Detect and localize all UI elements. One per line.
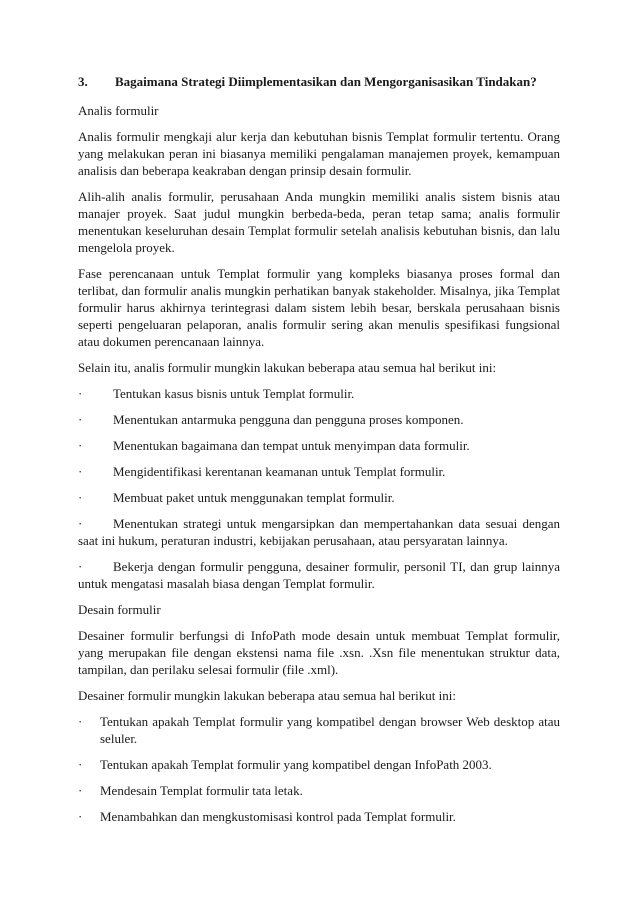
analis-paragraph-4: Selain itu, analis formulir mungkin lakukan beberapa atau semua hal berikut ini: [78,360,497,375]
list-item [78,463,560,480]
analis-heading: Analis formulir [78,103,159,118]
bullet-icon: · [78,714,83,729]
section-heading [78,73,560,90]
list-item [78,756,560,773]
list-item-text: Menentukan antarmuka pengguna dan pengguna proses komponen. [113,412,464,427]
analis-paragraph-2: Alih-alih analis formulir, perusahaan Anda mungkin memiliki analis sistem bisnis atau manajer proyek. Saat judul mungkin berbeda-beda, peran tetap sama; analis formulir menentukan keseluruhan desain Templat formulir setelah analisis kebutuhan bisnis, dan lalu mengelola proyek. [78,189,560,255]
document-page [78,73,560,834]
list-item-text: Mendesain Templat formulir tata letak. [100,783,303,798]
analis-paragraph-1: Analis formulir mengkaji alur kerja dan kebutuhan bisnis Templat formulir tertentu. Orang yang melakukan peran ini biasanya memiliki pengalaman manajemen proyek, kemampuan analisis dan beberapa keakraban dengan prinsip desain formulir. [78,129,560,178]
bullet-icon: · [78,783,83,798]
desain-heading: Desain formulir [78,602,161,617]
list-item-text: Menentukan bagaimana dan tempat untuk menyimpan data formulir. [113,438,470,453]
bullet-icon: · [78,757,83,772]
list-item [78,782,560,799]
list-item-text: Tentukan apakah Templat formulir yang kompatibel dengan browser Web desktop atau seluler. [100,714,560,746]
bullet-icon: · [78,438,83,453]
desain-paragraph-2: Desainer formulir mungkin lakukan beberapa atau semua hal berikut ini: [78,688,456,703]
bullet-icon: · [78,559,83,574]
list-item [78,411,560,428]
list-item-text: Tentukan apakah Templat formulir yang kompatibel dengan InfoPath 2003. [100,757,492,772]
desain-paragraph-1: Desainer formulir berfungsi di InfoPath mode desain untuk membuat Templat formulir, yang merupakan file dengan ekstensi nama file .xsn. .Xsn file menentukan struktur data, tampilan, dan perilaku selesai formulir (file .xml). [78,628,560,677]
bullet-icon: · [78,516,83,531]
list-item [78,713,560,747]
bullet-icon: · [78,464,83,479]
list-item [78,558,560,592]
list-item-text: Menambahkan dan mengkustomisasi kontrol pada Templat formulir. [100,809,456,824]
bullet-icon: · [78,386,83,401]
list-item-text: Membuat paket untuk menggunakan templat formulir. [113,490,395,505]
list-item-text: Bekerja dengan formulir pengguna, desainer formulir, personil TI, dan grup lainnya untuk mengatasi masalah biasa dengan Templat formulir. [78,559,560,591]
list-item [78,437,560,454]
list-item [78,489,560,506]
list-item [78,385,560,402]
list-item-text: Menentukan strategi untuk mengarsipkan dan mempertahankan data sesuai dengan saat ini hukum, peraturan industri, kebijakan perusahaan, atau persyaratan lainnya. [78,516,560,548]
bullet-icon: · [78,490,83,505]
bullet-icon: · [78,412,83,427]
section-title: Bagaimana Strategi Diimplementasikan dan Mengorganisasikan Tindakan? [115,74,537,89]
section-number: 3. [78,74,88,89]
bullet-icon: · [78,809,83,824]
list-item [78,515,560,549]
list-item [78,808,560,825]
list-item-text: Tentukan kasus bisnis untuk Templat formulir. [113,386,355,401]
analis-paragraph-3: Fase perencanaan untuk Templat formulir yang kompleks biasanya proses formal dan terlibat, dan formulir analis mungkin perhatikan banyak stakeholder. Misalnya, jika Templat formulir harus akhirnya terintegrasi dalam sistem lebih besar, berskala perusahaan bisnis seperti pengeluaran pelaporan, analis formulir sering akan menulis spesifikasi fungsional atau dokumen perencanaan lainnya. [78,266,560,349]
list-item-text: Mengidentifikasi kerentanan keamanan untuk Templat formulir. [113,464,446,479]
